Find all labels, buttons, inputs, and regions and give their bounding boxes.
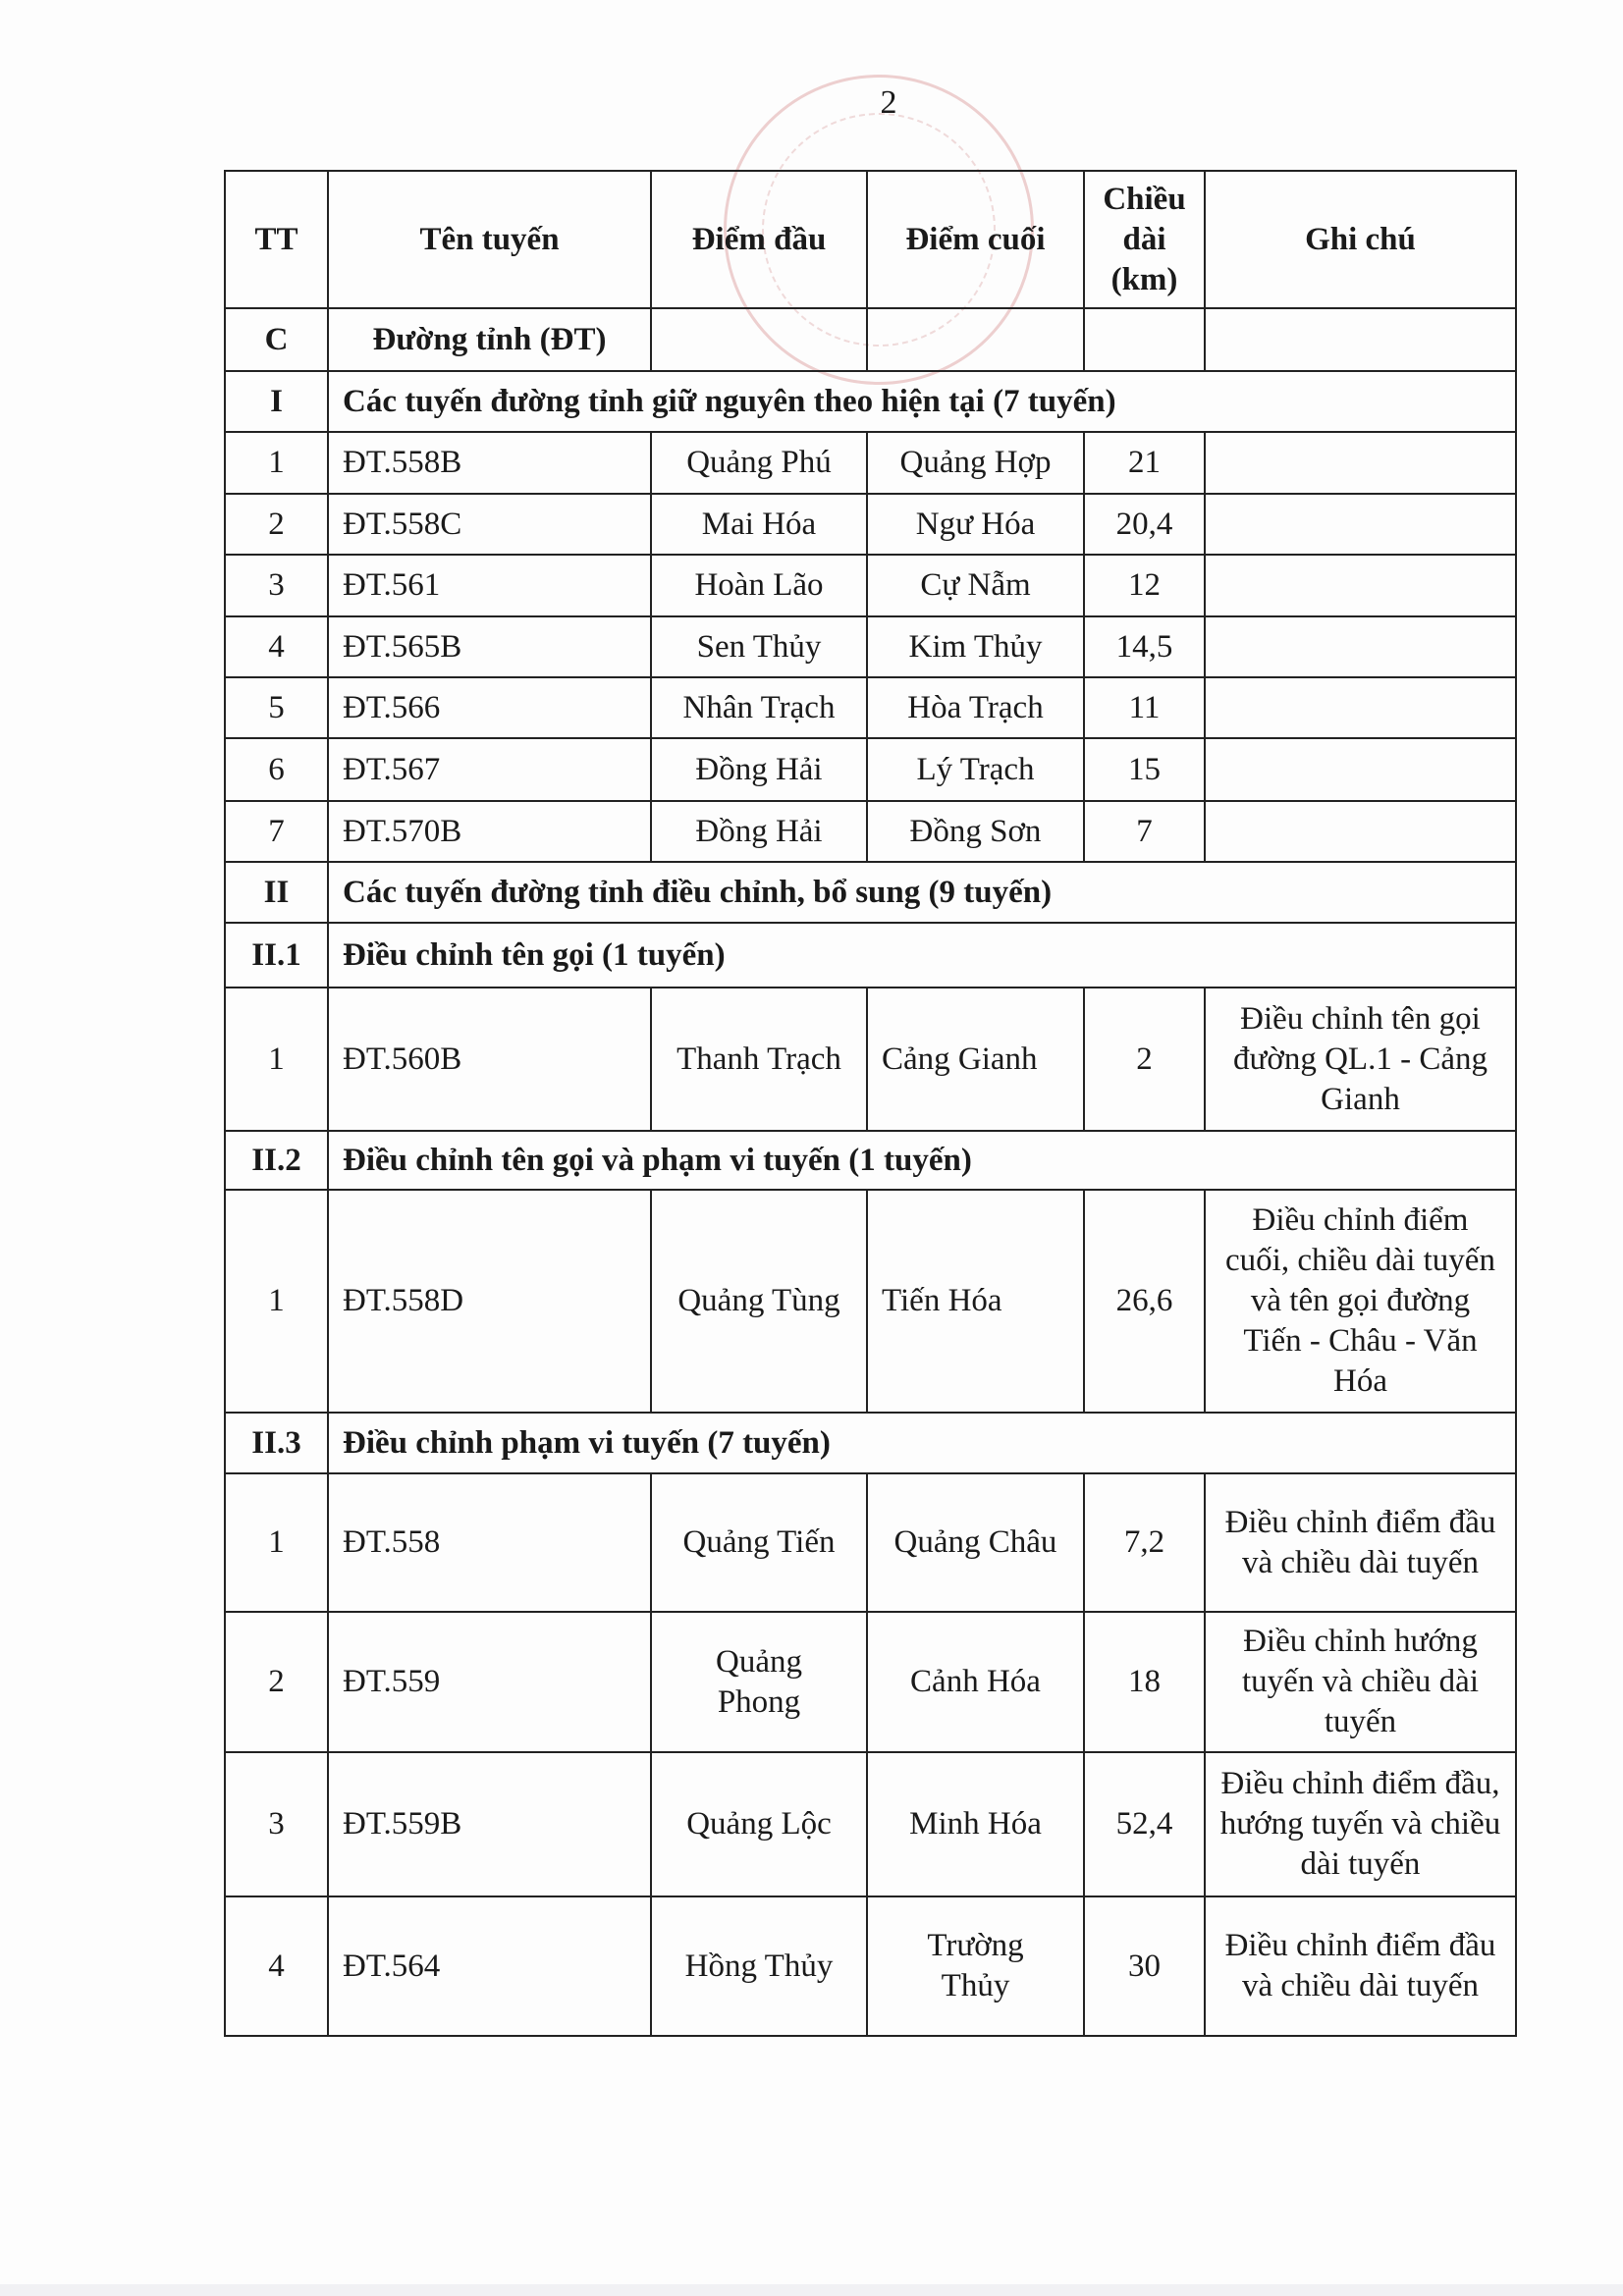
header-tt: TT [225,171,328,308]
table-row [225,1896,1516,2036]
scan-edge [0,2284,1623,2296]
cell-route-name: ĐT.558C [328,494,651,555]
cell-length-km: 14,5 [1084,616,1205,677]
cell-note [1205,555,1516,616]
cell-start-point: Hồng Thủy [651,1896,867,2036]
cell-length-km: 18 [1084,1612,1205,1752]
section-row-ii-2 [225,1131,1516,1190]
cell-tt: 4 [225,1896,328,2036]
section-tt: I [225,371,328,432]
cell-end-point: Cảnh Hóa [867,1612,1084,1752]
cell-start-point: Quảng Phú [651,432,867,494]
cell-start-point: Quảng Tiến [651,1473,867,1612]
cell-end-point: Quảng Hợp [867,432,1084,494]
cell-length-km: 20,4 [1084,494,1205,555]
cell-end-point: Minh Hóa [867,1752,1084,1896]
cell-tt: 2 [225,494,328,555]
cell-note [1205,738,1516,801]
cell-tt: 3 [225,555,328,616]
cell-length-km: 21 [1084,432,1205,494]
cell-end-point: Ngư Hóa [867,494,1084,555]
section-row-i [225,371,1516,432]
table-row [225,738,1516,801]
table-row [225,677,1516,738]
cell-tt: 1 [225,988,328,1131]
cell-route-name: ĐT.565B [328,616,651,677]
cell-length-km: 11 [1084,677,1205,738]
cell-note: Điều chỉnh tên gọi đường QL.1 - Cảng Gianh [1205,988,1516,1131]
section-row-c [225,308,1516,371]
cell-note [1205,677,1516,738]
cell-tt: 6 [225,738,328,801]
section-label: Đường tỉnh (ĐT) [328,308,651,371]
cell-start-point: Quảng Phong [651,1612,867,1752]
cell-length-km: 26,6 [1084,1190,1205,1413]
table-row [225,616,1516,677]
header-name: Tên tuyến [328,171,651,308]
table-row [225,1612,1516,1752]
cell-length-km: 7 [1084,801,1205,862]
cell-route-name: ĐT.559 [328,1612,651,1752]
table-row [225,1190,1516,1413]
section-row-ii-3 [225,1413,1516,1473]
cell-end-point: Trường Thủy [867,1896,1084,2036]
cell-end-point: Đồng Sơn [867,801,1084,862]
cell-end-point: Kim Thủy [867,616,1084,677]
section-label: Các tuyến đường tỉnh giữ nguyên theo hiện tại (7 tuyến) [328,371,1516,432]
cell-start-point: Đồng Hải [651,738,867,801]
table-row [225,555,1516,616]
provincial-roads-table [224,170,1517,2037]
section-row-ii [225,862,1516,923]
section-row-ii-1 [225,923,1516,988]
header-end: Điểm cuối [867,171,1084,308]
section-tt: II.2 [225,1131,328,1190]
cell-tt: 1 [225,432,328,494]
table-row [225,988,1516,1131]
table-row [225,494,1516,555]
cell-tt: 7 [225,801,328,862]
cell-note [1205,801,1516,862]
table-row [225,1473,1516,1612]
header-start: Điểm đầu [651,171,867,308]
cell-note [1205,432,1516,494]
cell-start-point: Quảng Tùng [651,1190,867,1413]
cell-end-point: Hòa Trạch [867,677,1084,738]
cell-start-point: Nhân Trạch [651,677,867,738]
cell-note: Điều chỉnh điểm đầu và chiều dài tuyến [1205,1473,1516,1612]
cell-start-point: Hoàn Lão [651,555,867,616]
cell-tt: 1 [225,1190,328,1413]
section-label: Các tuyến đường tỉnh điều chỉnh, bổ sung (9 tuyến) [328,862,1516,923]
cell-route-name: ĐT.560B [328,988,651,1131]
section-label: Điều chỉnh phạm vi tuyến (7 tuyến) [328,1413,1516,1473]
cell-route-name: ĐT.558B [328,432,651,494]
cell-note [1205,616,1516,677]
section-label: Điều chỉnh tên gọi (1 tuyến) [328,923,1516,988]
cell-end-point: Lý Trạch [867,738,1084,801]
cell-start-point: Thanh Trạch [651,988,867,1131]
section-label: Điều chỉnh tên gọi và phạm vi tuyến (1 tuyến) [328,1131,1516,1190]
cell-end-point: Cảng Gianh [867,988,1084,1131]
cell-end-point: Tiến Hóa [867,1190,1084,1413]
cell-length-km: 15 [1084,738,1205,801]
table-header-row [225,171,1516,308]
cell-start-point: Quảng Lộc [651,1752,867,1896]
section-tt: II.1 [225,923,328,988]
cell-length-km: 12 [1084,555,1205,616]
cell-end-point: Cự Nẫm [867,555,1084,616]
cell-note: Điều chỉnh điểm cuối, chiều dài tuyến và tên gọi đường Tiến - Châu - Văn Hóa [1205,1190,1516,1413]
cell-length-km: 2 [1084,988,1205,1131]
table-row [225,432,1516,494]
section-tt: II [225,862,328,923]
cell-route-name: ĐT.558 [328,1473,651,1612]
header-note: Ghi chú [1205,171,1516,308]
cell-length-km: 52,4 [1084,1752,1205,1896]
cell-route-name: ĐT.558D [328,1190,651,1413]
cell-route-name: ĐT.567 [328,738,651,801]
cell-note [1205,494,1516,555]
section-tt: II.3 [225,1413,328,1473]
table-row [225,801,1516,862]
cell-route-name: ĐT.561 [328,555,651,616]
header-length: Chiều dài (km) [1084,171,1205,308]
cell-tt: 3 [225,1752,328,1896]
cell-note: Điều chỉnh hướng tuyến và chiều dài tuyến [1205,1612,1516,1752]
cell-note: Điều chỉnh điểm đầu và chiều dài tuyến [1205,1896,1516,2036]
cell-route-name: ĐT.566 [328,677,651,738]
cell-start-point: Sen Thủy [651,616,867,677]
cell-note: Điều chỉnh điểm đầu, hướng tuyến và chiều dài tuyến [1205,1752,1516,1896]
cell-tt: 2 [225,1612,328,1752]
cell-start-point: Đồng Hải [651,801,867,862]
cell-end-point: Quảng Châu [867,1473,1084,1612]
cell-length-km: 30 [1084,1896,1205,2036]
table-row [225,1752,1516,1896]
section-tt: C [225,308,328,371]
cell-route-name: ĐT.570B [328,801,651,862]
cell-tt: 1 [225,1473,328,1612]
cell-route-name: ĐT.559B [328,1752,651,1896]
cell-tt: 5 [225,677,328,738]
cell-tt: 4 [225,616,328,677]
cell-route-name: ĐT.564 [328,1896,651,2036]
cell-start-point: Mai Hóa [651,494,867,555]
cell-length-km: 7,2 [1084,1473,1205,1612]
page-number: 2 [880,84,897,121]
